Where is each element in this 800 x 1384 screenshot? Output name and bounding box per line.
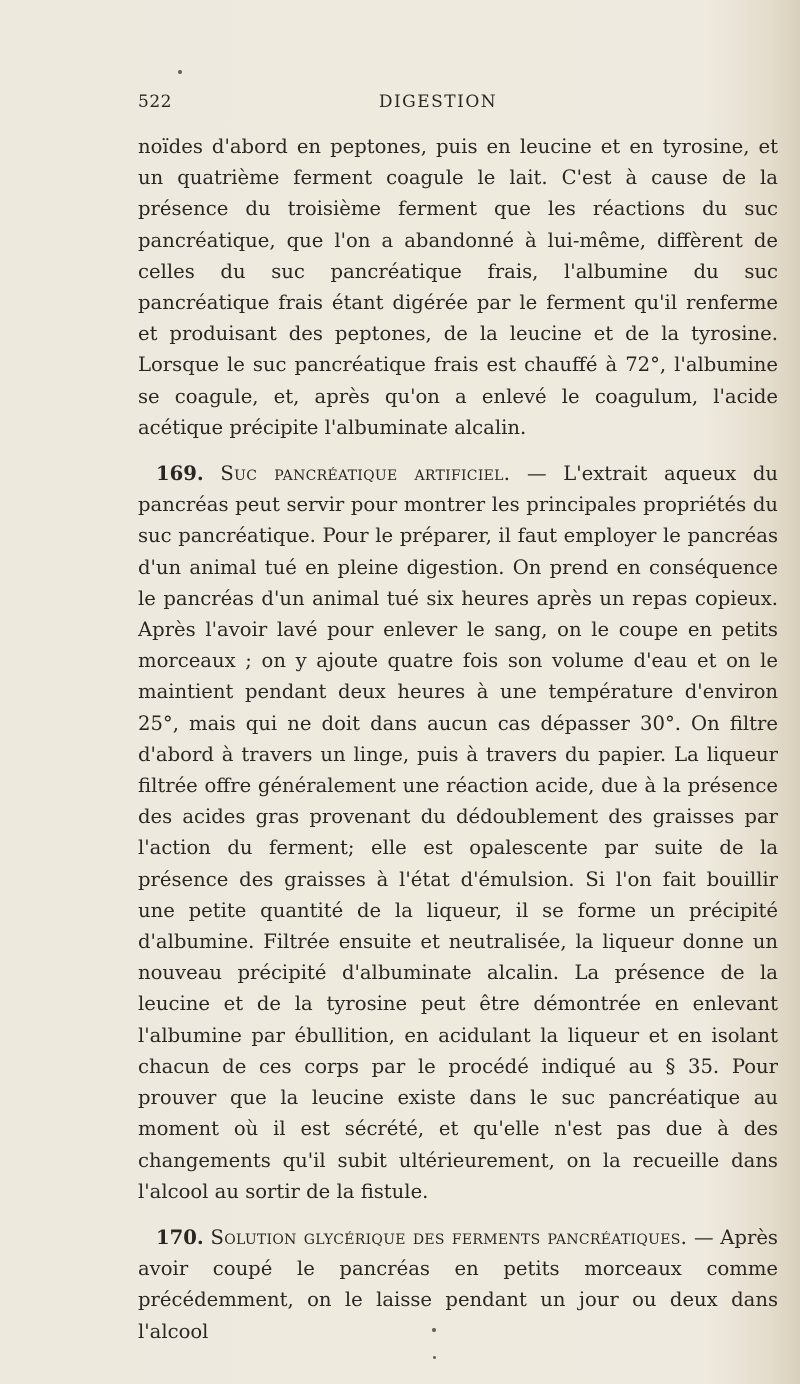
paper-speck bbox=[433, 1356, 436, 1359]
paper-speck bbox=[178, 70, 182, 74]
paragraph-gap bbox=[138, 1207, 778, 1222]
body-text bbox=[138, 131, 778, 1347]
section-170-title: Solution glycérique des ferments pancréatiques. bbox=[210, 1225, 688, 1249]
section-169 bbox=[138, 458, 778, 1207]
running-head bbox=[138, 92, 698, 116]
section-169-number: 169. bbox=[156, 462, 204, 486]
section-170-text: — Après avoir coupé le pancréas en petits morceaux comme précédemment, on le laisse pendant un jour ou deux dans l'alcool bbox=[138, 1225, 778, 1343]
page-number: 522 bbox=[138, 92, 172, 112]
section-170 bbox=[138, 1222, 778, 1347]
paragraph-continued: noïdes d'abord en peptones, puis en leucine et en tyrosine, et un quatrième ferment coagule le lait. C'est à cause de la présence du troisième ferment que les réactions du suc pancréatique, que l'on a abandonné à lui-même, diffèrent de celles du suc pancréatique frais, l'albumine du suc pancréatique frais étant digérée par le ferment qu'il renferme et produisant des peptones, de la leucine et de la tyrosine. Lorsque le suc pancréatique frais est chauffé à 72°, l'albumine se coagule, et, après qu'on a enlevé le coagulum, l'acide acétique précipite l'albuminate alcalin. bbox=[138, 135, 778, 439]
section-169-text: — L'extrait aqueux du pancréas peut servir pour montrer les principales propriétés du suc pancréatique. Pour le préparer, il faut employer le pancréas d'un animal tué en pleine digestion. On prend en conséquence le pancréas d'un animal tué six heures après un repas copieux. Après l'avoir lavé pour enlever le sang, on le coupe en petits morceaux ; on y ajoute quatre fois son volume d'eau et on le maintient pendant deux heures à une température d'environ 25°, mais qui ne doit dans aucun cas dépasser 30°. On filtre d'abord à travers un linge, puis à travers du papier. La liqueur filtrée offre généralement une réaction acide, due à la présence des acides gras provenant du dédoublement des graisses par l'action du ferment; elle est opalescente par suite de la présence des graisses à l'état d'émulsion. Si l'on fait bouillir une petite quantité de la liqueur, il se forme un précipité d'albumine. Filtrée ensuite et neutralisée, la liqueur donne un nouveau précipité d'albuminate alcalin. La présence de la leucine et de la tyrosine peut être démontrée en enlevant l'albumine par ébullition, en acidulant la liqueur et en isolant chacun de ces corps par le procédé indiqué au § 35. Pour prouver que la leucine existe dans le suc pancréatique au moment où il est sécrété, et qu'elle n'est pas due à des changements qu'il subit ultérieurement, on la recueille dans l'alcool au sortir de la fistule. bbox=[138, 462, 778, 1203]
paragraph-gap bbox=[138, 443, 778, 458]
section-170-number: 170. bbox=[156, 1225, 204, 1249]
running-title: DIGESTION bbox=[378, 92, 498, 112]
paper-speck bbox=[432, 1328, 436, 1332]
section-169-title: Suc pancréatique artificiel. bbox=[220, 462, 511, 486]
